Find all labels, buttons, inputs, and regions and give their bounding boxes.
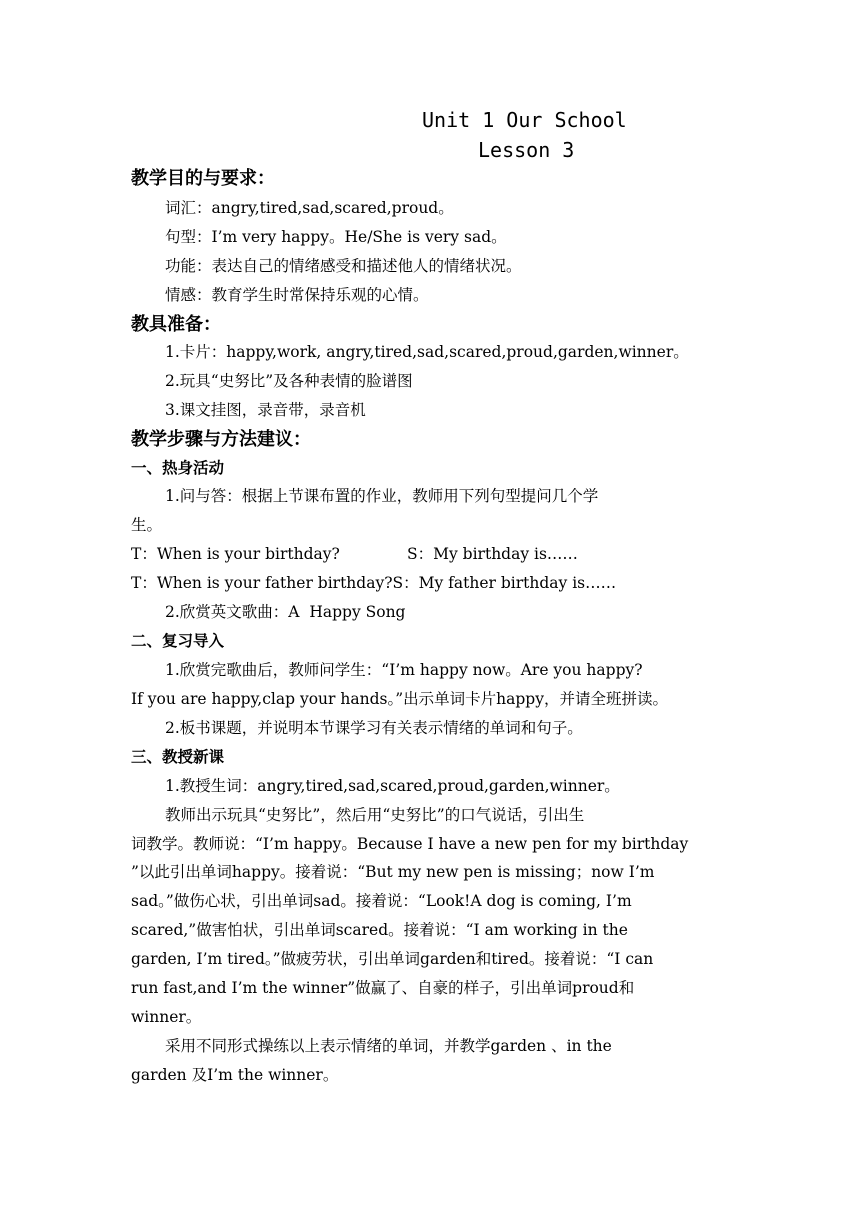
new-lesson-line: winner。 — [131, 1008, 202, 1026]
objective-sentence: 句型：I’m very happy。He/She is very sad。 — [165, 228, 507, 246]
dialogue-line: T：When is your father birthday?S：My father birthday is…… — [131, 574, 617, 592]
warmup-line: 生。 — [131, 516, 163, 534]
new-lesson-line: scared,”做害怕状，引出单词scared。接着说：“I am working in the — [131, 921, 628, 939]
new-lesson-line: sad。”做伤心状，引出单词sad。接着说：“Look!A dog is coming, I’m — [131, 892, 632, 910]
warmup-line: 1.问与答：根据上节课布置的作业，教师用下列句型提问几个学 — [165, 487, 599, 505]
new-lesson-line: 1.教授生词：angry,tired,sad,scared,proud,garden,winner。 — [165, 777, 620, 795]
new-lesson-line: ”以此引出单词happy。接着说：“But my new pen is missing；now I’m — [131, 863, 655, 881]
objective-function: 功能：表达自己的情绪感受和描述他人的情绪状况。 — [165, 257, 522, 275]
new-lesson-heading: 三、教授新课 — [131, 748, 225, 766]
warmup-line: 2.欣赏英文歌曲：A Happy Song — [165, 603, 406, 621]
objective-emotion: 情感：教育学生时常保持乐观的心情。 — [165, 286, 429, 304]
review-line: If you are happy,clap your hands。”出示单词卡片happy，并请全班拼读。 — [131, 690, 668, 708]
new-lesson-line: garden, I’m tired。”做疲劳状，引出单词garden和tired。接着说：“I can — [131, 950, 654, 968]
review-line: 1.欣赏完歌曲后，教师问学生：“I’m happy now。Are you happy? — [165, 661, 643, 679]
new-lesson-line: 采用不同形式操练以上表示情绪的单词，并教学garden 、in the — [165, 1037, 612, 1055]
dialogue-teacher-line: T：When is your birthday? — [131, 545, 340, 563]
review-heading: 二、复习导入 — [131, 632, 225, 650]
material-toy: 2.玩具“史努比”及各种表情的脸谱图 — [165, 372, 413, 390]
unit-title: Unit 1 Our School — [422, 108, 627, 132]
material-cards: 1.卡片：happy,work, angry,tired,sad,scared,proud,garden,winner。 — [165, 343, 689, 361]
new-lesson-line: 教师出示玩具“史努比”，然后用“史努比”的口气说话，引出生 — [165, 806, 585, 824]
new-lesson-line: run fast,and I’m the winner”做赢了、自豪的样子，引出单词proud和 — [131, 979, 635, 997]
materials-heading: 教具准备： — [131, 314, 221, 335]
new-lesson-line: garden 及I’m the winner。 — [131, 1066, 339, 1084]
objective-vocabulary: 词汇：angry,tired,sad,scared,proud。 — [165, 199, 454, 217]
material-wallchart: 3.课文挂图，录音带，录音机 — [165, 401, 366, 419]
new-lesson-line: 词教学。教师说：“I’m happy。Because I have a new pen for my birthday — [131, 835, 689, 853]
warmup-heading: 一、热身活动 — [131, 459, 225, 477]
steps-heading: 教学步骤与方法建议： — [131, 429, 311, 450]
objectives-heading: 教学目的与要求： — [131, 168, 275, 189]
lesson-title: Lesson 3 — [478, 138, 575, 162]
review-line: 2.板书课题，并说明本节课学习有关表示情绪的单词和句子。 — [165, 719, 583, 737]
dialogue-student-line: S：My birthday is…… — [407, 545, 578, 563]
